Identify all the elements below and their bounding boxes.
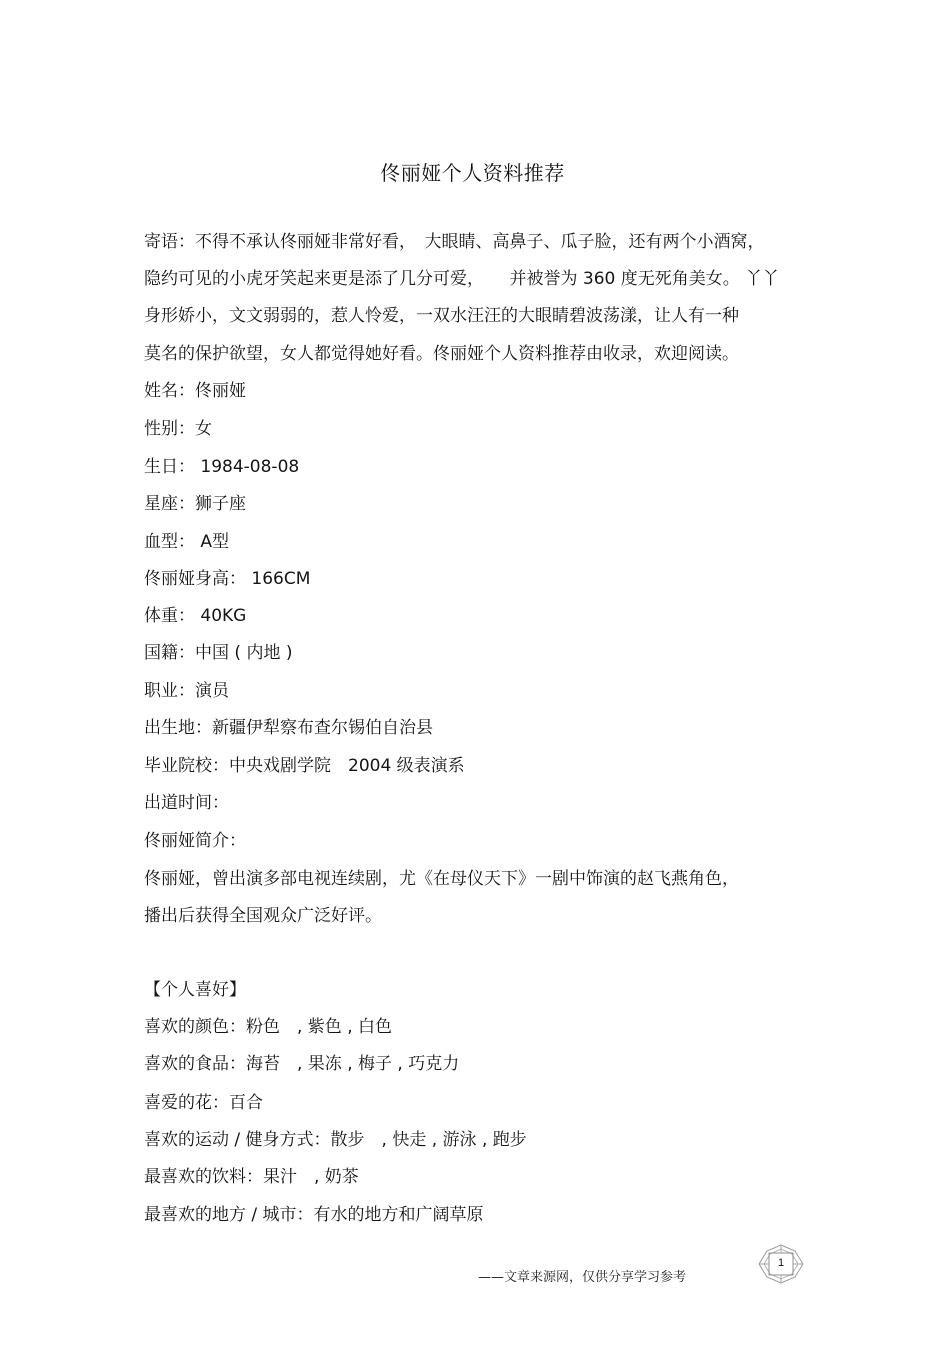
profile-birthplace: 出生地：新疆伊犁察布查尔锡伯自治县	[144, 718, 433, 738]
hobby-foods: 喜欢的食品：海苔 , 果冻 , 梅子 , 巧克力	[144, 1054, 460, 1074]
intro-line-1: 寄语：不得不承认佟丽娅非常好看， 大眼睛、高鼻子、瓜子脸，还有两个小酒窝，	[144, 232, 765, 252]
hobby-flower: 喜爱的花：百合	[144, 1093, 263, 1113]
profile-gender: 性别：女	[144, 419, 212, 439]
hobby-places: 最喜欢的地方 / 城市：有水的地方和广阔草原	[144, 1205, 484, 1225]
profile-debut: 出道时间：	[144, 793, 229, 813]
profile-weight: 体重： 40KG	[144, 606, 247, 626]
document-title: 佟丽娅个人资料推荐	[380, 161, 565, 185]
bio-heading: 佟丽娅简介：	[144, 831, 246, 851]
bio-line-1: 佟丽娅，曾出演多部电视连续剧，尤《在母仪天下》一剧中饰演的赵飞燕角色，	[144, 869, 739, 889]
footer-source-text: ——文章来源网，仅供分享学习参考	[478, 1270, 687, 1285]
profile-school: 毕业院校：中央戏剧学院 2004 级表演系	[144, 756, 465, 776]
profile-constellation: 星座：狮子座	[144, 494, 246, 514]
profile-birthday: 生日： 1984-08-08	[144, 457, 300, 477]
bio-line-2: 播出后获得全国观众广泛好评。	[144, 906, 382, 926]
page-number: 1	[777, 1257, 785, 1269]
intro-line-4: 莫名的保护欲望，女人都觉得她好看。佟丽娅个人资料推荐由收录，欢迎阅读。	[144, 344, 739, 364]
hobby-sports: 喜欢的运动 / 健身方式：散步 , 快走 , 游泳 , 跑步	[144, 1130, 527, 1150]
hobbies-heading: 【个人喜好】	[144, 980, 246, 1000]
profile-name: 姓名：佟丽娅	[144, 381, 246, 401]
profile-height: 佟丽娅身高： 166CM	[144, 569, 311, 589]
hobby-drinks: 最喜欢的饮料：果汁 , 奶茶	[144, 1167, 359, 1187]
profile-blood-type: 血型： A型	[144, 532, 230, 552]
intro-line-2: 隐约可见的小虎牙笑起来更是添了几分可爱， 并被誉为 360 度无死角美女。 丫丫	[144, 269, 780, 289]
hobby-colors: 喜欢的颜色：粉色 , 紫色 , 白色	[144, 1017, 393, 1037]
profile-nationality: 国籍：中国 ( 内地 )	[144, 643, 293, 663]
intro-line-3: 身形娇小，文文弱弱的，惹人怜爱，一双水汪汪的大眼睛碧波荡漾，让人有一种	[144, 306, 739, 326]
profile-occupation: 职业：演员	[144, 681, 229, 701]
